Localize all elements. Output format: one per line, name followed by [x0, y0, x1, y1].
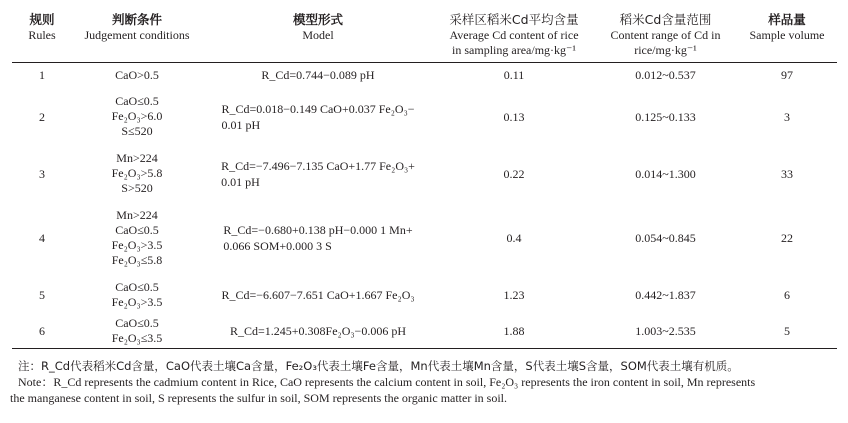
- table-row: [12, 88, 837, 145]
- conditions-cell: [72, 274, 202, 315]
- table-row: [12, 145, 837, 202]
- condition: Fe₂O₃>6.0: [111, 109, 163, 123]
- conditions-cell: [72, 62, 202, 88]
- header-average-en-1: Average Cd content of rice: [449, 28, 579, 42]
- model-line: 0.066 SOM+0.000 3 S: [223, 239, 332, 253]
- note-english-line-1: Note：R_Cd represents the cadmium content in Rice, CaO represents the calcium content in soil, Fe₂O₃ represents the iron content in soil, Mn represents: [18, 375, 756, 389]
- condition: Mn>224: [116, 151, 158, 165]
- model-line: R_Cd=0.744−0.089 pH: [261, 68, 375, 83]
- condition: Fe₂O₃>5.8: [111, 166, 163, 180]
- average-cell: 0.11: [503, 68, 525, 83]
- table-row: [12, 274, 837, 315]
- average-cell: 1.23: [503, 287, 525, 302]
- rules-table: [12, 3, 837, 349]
- condition: S>520: [121, 181, 153, 195]
- header-model-zh: 模型形式: [292, 12, 343, 27]
- condition: Fe₂O₃≤3.5: [111, 331, 163, 346]
- average-cell: 1.88: [434, 315, 594, 348]
- model-formula: [221, 101, 414, 133]
- model-cell: [202, 62, 434, 88]
- sample-cell: 5: [737, 315, 837, 348]
- conditions-cell: [72, 88, 202, 145]
- header-sample: [737, 3, 837, 62]
- condition: CaO≤0.5: [115, 223, 159, 237]
- sample-cell: 33: [781, 166, 793, 181]
- rule-number: 5: [39, 287, 45, 302]
- header-average-zh: 采样区稻米Cd平均含量: [449, 12, 579, 27]
- header-conditions-zh: 判断条件: [111, 12, 162, 27]
- condition: CaO≤0.5: [115, 94, 159, 108]
- header-range-en-1: Content range of Cd in: [610, 28, 721, 42]
- range-cell: 1.003~2.535: [594, 315, 737, 348]
- header-range-en-2: rice/mg·kg⁻¹: [634, 43, 697, 57]
- rule-number: 1: [39, 68, 45, 83]
- header-conditions-en: Judgement conditions: [84, 28, 190, 42]
- note-english-line-2: the manganese content in soil, S represents the sulfur in soil, SOM represents the organic matter in soil.: [10, 391, 508, 405]
- conditions-cell: [72, 145, 202, 202]
- sample-cell: 3: [784, 109, 790, 124]
- model-line: R_Cd=−6.607−7.651 CaO+1.667 Fe₂O₃: [221, 287, 415, 302]
- sample-cell: 22: [781, 231, 793, 245]
- average-cell: 0.22: [503, 166, 525, 181]
- model-formula: [223, 222, 412, 254]
- model-line: R_Cd=−7.496−7.135 CaO+1.77 Fe₂O₃+: [221, 158, 415, 173]
- header-sample-zh: 样品量: [768, 12, 806, 27]
- header-range: [594, 3, 737, 62]
- condition: CaO≤0.5: [115, 279, 159, 294]
- condition: S≤520: [121, 124, 153, 138]
- condition: CaO≤0.5: [115, 316, 159, 331]
- range-cell: 0.012~0.537: [635, 68, 696, 83]
- table-row: [12, 202, 837, 274]
- rule-number: 3: [39, 166, 45, 181]
- table-header-row: [12, 3, 837, 62]
- model-line: R_Cd=−0.680+0.138 pH−0.000 1 Mn+: [223, 223, 413, 237]
- model-line: R_Cd=1.245+0.308Fe₂O₃−0.006 pH: [229, 324, 406, 339]
- table-note: [10, 358, 838, 406]
- header-average: [434, 3, 594, 62]
- condition: Fe₂O₃≤5.8: [111, 253, 163, 267]
- table-row: [12, 62, 837, 88]
- range-cell: 0.125~0.133: [635, 109, 696, 124]
- sample-cell: 97: [781, 68, 793, 83]
- model-formula: [261, 67, 374, 83]
- condition: Mn>224: [116, 208, 158, 222]
- header-model: [202, 3, 434, 62]
- rule-number: 6: [12, 315, 72, 348]
- condition: Fe₂O₃>3.5: [111, 238, 163, 252]
- sample-cell: 6: [784, 287, 790, 302]
- model-line: 0.01 pH: [221, 117, 261, 132]
- header-sample-en: Sample volume: [749, 28, 825, 42]
- rule-number: 4: [39, 231, 45, 245]
- average-cell: 0.13: [503, 109, 525, 124]
- model-line: R_Cd=0.018−0.149 CaO+0.037 Fe₂O₃−: [221, 101, 415, 116]
- model-cell: [202, 315, 434, 348]
- header-rules-en: Rules: [28, 28, 56, 42]
- model-cell: [202, 88, 434, 145]
- conditions-cell: [72, 202, 202, 274]
- table-row: [12, 315, 837, 348]
- header-model-en: Model: [302, 28, 334, 42]
- model-formula: [221, 158, 415, 190]
- header-rules: [12, 3, 72, 62]
- range-cell: 0.054~0.845: [635, 231, 696, 245]
- condition: CaO>0.5: [115, 67, 159, 82]
- average-cell: 0.4: [506, 231, 522, 245]
- model-formula: [230, 323, 406, 339]
- model-line: 0.01 pH: [221, 174, 260, 189]
- header-conditions: [72, 3, 202, 62]
- header-range-zh: 稻米Cd含量范围: [619, 12, 712, 27]
- model-cell: [202, 274, 434, 315]
- rule-number: 2: [39, 109, 45, 124]
- header-average-en-2: in sampling area/mg·kg⁻¹: [452, 43, 576, 57]
- range-cell: 0.014~1.300: [635, 166, 696, 181]
- conditions-cell: [72, 315, 202, 348]
- model-cell: [202, 145, 434, 202]
- range-cell: 0.442~1.837: [635, 287, 696, 302]
- condition: Fe₂O₃>3.5: [111, 294, 163, 309]
- note-chinese: 注：R_Cd代表稻米Cd含量，CaO代表土壤Ca含量，Fe₂O₃代表土壤Fe含量，Mn代表土壤Mn含量，S代表土壤S含量，SOM代表土壤有机质。: [18, 359, 739, 373]
- model-cell: [202, 202, 434, 274]
- model-formula: [221, 287, 414, 303]
- header-rules-zh: 规则: [29, 12, 55, 27]
